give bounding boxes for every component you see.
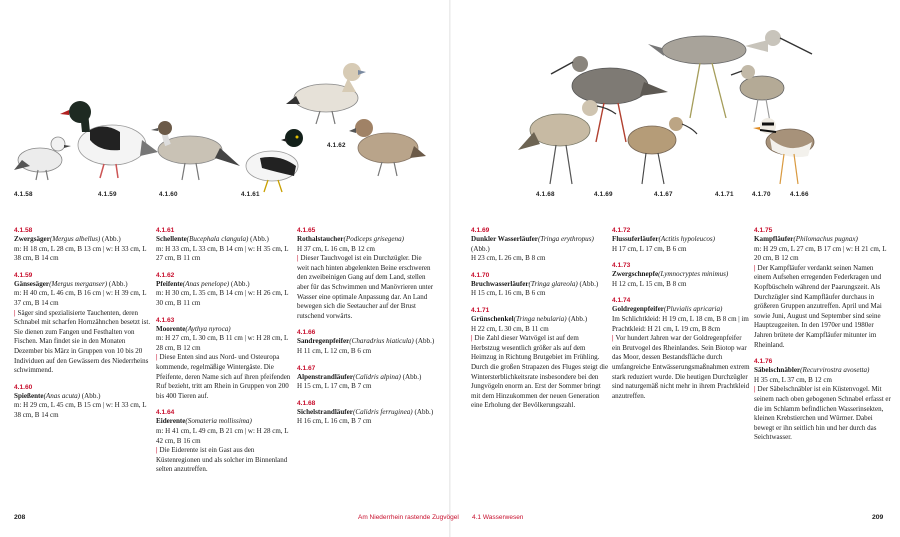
paragraph-marker: |: [156, 353, 158, 362]
entry-number: 4.1.75: [754, 227, 773, 234]
species-entry: [612, 261, 750, 289]
latin-name: (Somateria mollissima): [185, 417, 252, 426]
latin-name: (Calidris alpina): [352, 372, 401, 381]
measurements: H 22 cm, L 30 cm, B 11 cm: [471, 324, 549, 333]
figure-ref: (Abb.): [100, 235, 121, 243]
species-name-line: [297, 373, 435, 383]
text-column: [471, 226, 609, 418]
species-name-line: [612, 270, 750, 280]
measurements: m: H 41 cm, L 49 cm, B 21 cm | w: H 28 cm, L 42 cm, B 16 cm: [156, 426, 289, 445]
species-name-line: [612, 305, 750, 315]
bird-goldeneye-image: [246, 129, 303, 192]
figure-ref: (Abb.): [229, 279, 250, 288]
bird-smew-image: [14, 137, 71, 180]
species-name-line: [14, 280, 152, 290]
figure-label: 4.1.58: [14, 191, 33, 198]
species-name-line: [297, 337, 435, 347]
description: [156, 446, 294, 475]
entry-number: 4.1.73: [612, 262, 631, 270]
figure-ref: (Abb.): [412, 407, 434, 416]
species-entry: [156, 316, 294, 402]
latin-name: (Bucephala clangula): [186, 235, 249, 243]
bird-curlew-sandpiper-image: [518, 100, 616, 184]
latin-name: (Anas penelope): [182, 279, 230, 288]
species-entry: [297, 226, 435, 321]
measurements: H 12 cm, L 15 cm, B 8 cm: [612, 279, 687, 288]
text-column: [297, 226, 435, 434]
description: [14, 309, 152, 376]
measurements: H 16 cm, L 16 cm, B 7 cm: [297, 417, 372, 426]
figure-label: 4.1.60: [159, 191, 178, 198]
figure-ref: (Abb.): [577, 279, 599, 288]
latin-name: (Aythya nyroca): [185, 324, 231, 333]
species-entry: [612, 226, 750, 254]
species-name: Moorente: [156, 324, 186, 333]
bird-goosander-image: [60, 101, 158, 178]
species-name: Rothalstaucher: [297, 235, 344, 243]
figure-label: 4.1.67: [654, 191, 673, 198]
text-column: [612, 226, 750, 408]
entry-number: 4.1.69: [471, 227, 490, 234]
bird-greenshank-image: [648, 30, 812, 118]
species-entry: [471, 306, 609, 411]
species-name: Alpenstrandläufer: [297, 372, 353, 381]
measurements: H 15 cm, L 16 cm, B 6 cm: [471, 289, 546, 298]
entry-number: 4.1.67: [297, 364, 316, 372]
species-entry: [471, 226, 609, 264]
species-name-line: [471, 315, 609, 325]
latin-name: (Charadrius hiaticula): [349, 337, 414, 346]
figure-ref: (Abb.): [248, 235, 269, 243]
species-name-line: [471, 235, 609, 254]
latin-name: (Calidris ferruginea): [352, 407, 413, 416]
measurements: m: H 18 cm, L 28 cm, B 13 cm | w: H 33 cm, L 38 cm, B 14 cm: [14, 244, 147, 263]
species-name-line: [297, 235, 435, 245]
species-name-line: [754, 366, 892, 376]
measurements: H 11 cm, L 12 cm, B 6 cm: [297, 346, 372, 355]
paragraph-marker: |: [471, 334, 473, 343]
species-name: Kampfläufer: [754, 235, 794, 243]
description: [156, 353, 294, 401]
species-entry: [14, 226, 152, 264]
description-text: Vor hundert Jahren war der Goldregenpfeifer ein Brutvogel des Rheinlandes. Sein Biotop war das Moor, dessen Bestandsfläche durch umfangreiche Entwässerungsmaßnahmen extrem stark reduziert wurde. Die heutigen Durchzügler sind naturgemäß nicht mehr in ihrem Prachtkleid anzutreffen.: [612, 334, 750, 400]
paragraph-marker: |: [156, 446, 158, 455]
description-text: Der Kampfläufer verdankt seinen Namen einem Aufsehen erregenden Federkragen und Kopfbüscheln während der Paarungszeit. Als Durchzügler sind Kampfläufer durchaus in größeren Gruppen anzutreffen. April und Mai sowie Juni, August und September sind seine Hauptzugzeiten. In den 1970er und 1980er Jahren brütete der Kampfläufer mitunter im Rheinland.: [754, 263, 882, 349]
description: [612, 334, 750, 401]
entry-number: 4.1.74: [612, 297, 631, 305]
species-name-line: [14, 392, 152, 402]
species-entry: [14, 383, 152, 421]
figure-label: 4.1.69: [594, 191, 613, 198]
entry-number: 4.1.62: [156, 271, 175, 279]
latin-name: (Philomachus pugnax): [793, 235, 858, 243]
species-name: Flussuferläufer: [612, 235, 659, 243]
measurements: H 37 cm, L 16 cm, B 12 cm: [297, 244, 375, 253]
paragraph-marker: |: [612, 334, 614, 343]
species-name-line: [14, 235, 152, 245]
entry-number: 4.1.66: [297, 329, 316, 337]
species-name-line: [156, 280, 294, 290]
entry-number: 4.1.59: [14, 271, 33, 279]
species-name: Zwergschnepfe: [612, 270, 659, 279]
entry-number: 4.1.76: [754, 358, 773, 366]
entry-number: 4.1.63: [156, 316, 175, 324]
entry-number: 4.1.64: [156, 409, 175, 417]
entry-number: 4.1.72: [612, 227, 631, 234]
species-name-line: [156, 417, 294, 427]
paragraph-marker: |: [754, 263, 756, 272]
species-name-line: [471, 280, 609, 290]
latin-name: (Tringa nebularia): [513, 314, 567, 323]
measurements: Im Schlichtkleid: H 19 cm, L 18 cm, B 8 cm | im Prachtkleid: H 21 cm, L 19 cm, B 8cm: [612, 314, 749, 333]
latin-name: (Lymnocryptes minimus): [658, 270, 729, 279]
bird-pintail-image: [151, 121, 240, 180]
species-name: Grünschenkel: [471, 314, 514, 323]
page-number-left: 208: [14, 514, 26, 521]
latin-name: (Tringa erythropus): [537, 235, 594, 243]
paragraph-marker: |: [14, 308, 16, 317]
species-name: Schellente: [156, 235, 187, 243]
description-text: Der Säbelschnäbler ist ein Küstenvogel. Mit seinem nach oben gebogenen Schnabel erfasst er die im Schlamm befindlichen Wasserinsekten, kleinen Krebstierchen und Würmer. Dabei bewegt er ihn seitlich hin und her durch das Seichtwasser.: [754, 385, 891, 442]
species-entry: [156, 408, 294, 475]
species-name-line: [297, 408, 435, 418]
text-column: [14, 226, 152, 428]
species-name: Spießente: [14, 391, 44, 400]
page-number-right: 209: [872, 514, 884, 521]
species-name-line: [156, 325, 294, 335]
figure-label: 4.1.70: [752, 191, 771, 198]
figure-ref: (Abb.): [566, 314, 588, 323]
entry-number: 4.1.60: [14, 383, 33, 391]
species-entry: [297, 399, 435, 427]
species-name: Sandregenpfeifer: [297, 337, 350, 346]
text-column: [156, 226, 294, 482]
entry-number: 4.1.71: [471, 306, 490, 314]
figure-ref: (Abb.): [471, 244, 490, 253]
entry-number: 4.1.68: [297, 399, 316, 407]
species-name: Pfeifente: [156, 279, 183, 288]
latin-name: (Mergus merganser): [49, 279, 108, 288]
species-name-line: [754, 235, 892, 245]
measurements: H 17 cm, L 17 cm, B 6 cm: [612, 244, 687, 253]
species-name: Sichelstrandläufer: [297, 407, 353, 416]
entry-number: 4.1.70: [471, 271, 490, 279]
figure-label: 4.1.62: [327, 142, 346, 149]
description-text: Die Zahl dieser Watvögel ist auf dem Herbstzug wesentlich größer als auf dem Heimzug in Richtung Brutgebiet im Frühling. Durch die großen Strapazen des Fluges steigt die Wintersterblichkeitsrate insbesondere bei den Jungvögeln enorm an. Erst der Sommer bringt mit dem Hinzukommen der neuen Generation eine Erholung der Bevölkerungszahl.: [471, 334, 609, 410]
species-entry: [612, 296, 750, 401]
species-name: Eiderente: [156, 417, 186, 426]
figure-ref: (Abb.): [80, 391, 101, 400]
figure-ref: (Abb.): [107, 279, 128, 288]
paragraph-marker: |: [754, 385, 756, 394]
description: [754, 385, 892, 443]
species-entry: [297, 364, 435, 392]
measurements: m: H 27 cm, L 30 cm, B 11 cm | w: H 28 cm, L 28 cm, B 12 cm: [156, 334, 289, 352]
figure-label: 4.1.71: [715, 191, 734, 198]
species-name: Säbelschnäbler: [754, 366, 801, 375]
species-name: Zwergsäger: [14, 235, 50, 243]
species-name-line: [612, 235, 750, 245]
description-text: Diese Enten sind aus Nord- und Osteuropa kommende, regelmäßige Wintergäste. Die Pfeifente, deren Name sich auf ihren pfeifenden Ruf bezieht, tritt am Rhein in Gruppen von 200 bis 400 Tieren auf.: [156, 353, 291, 400]
bird-ferruginous-duck-image: [349, 119, 426, 176]
species-entry: [156, 226, 294, 264]
description-text: Dieser Tauchvogel ist ein Durchzügler. Die weit nach hinten abgelenkten Beine erschweren den zweibeinigen Gang auf dem Land, stellen aber für das Schwimmen und Manövrieren unter Wasser eine optimale Anpassung dar. An Land bewegen sich die Seetaucher auf der Brust rutschend vorwärts.: [297, 254, 434, 320]
latin-name: (Pluvialis apricaria): [663, 305, 723, 314]
measurements: m: H 30 cm, L 35 cm, B 14 cm | w: H 26 cm, L 30 cm, B 11 cm: [156, 289, 289, 307]
species-name: Goldregenpfeifer: [612, 305, 664, 314]
description: [297, 254, 435, 321]
species-name: Bruchwasserläufer: [471, 279, 529, 288]
measurements: m: H 29 cm, L 45 cm, B 15 cm | w: H 33 cm, L 38 cm, B 14 cm: [14, 401, 147, 419]
species-entry: [754, 357, 892, 443]
species-name: Dunkler Wasserläufer: [471, 235, 538, 243]
figure-label: 4.1.61: [241, 191, 260, 198]
entry-number: 4.1.65: [297, 227, 316, 234]
running-header-left: Am Niederrhein rastende Zugvögel: [358, 514, 459, 521]
measurements: m: H 33 cm, L 33 cm, B 14 cm | w: H 35 cm, L 27 cm, B 11 cm: [156, 244, 289, 263]
bird-wigeon-image: [286, 63, 366, 124]
figure-label: 4.1.66: [790, 191, 809, 198]
species-entry: [156, 271, 294, 309]
latin-name: (Mergus albellus): [49, 235, 101, 243]
latin-name: (Tringa glareola): [528, 279, 578, 288]
latin-name: (Recurvirostra avosetta): [800, 366, 870, 375]
bird-dunlin-image: [628, 117, 697, 184]
running-header-right: 4.1 Wasserwesen: [472, 514, 524, 521]
figure-label: 4.1.68: [536, 191, 555, 198]
species-name-line: [156, 235, 294, 245]
measurements: H 35 cm, L 37 cm, B 12 cm: [754, 375, 832, 384]
figure-ref: (Abb.): [400, 372, 422, 381]
bird-wood-sandpiper-image: [731, 65, 784, 122]
measurements: m: H 29 cm, L 27 cm, B 17 cm | w: H 21 cm, L 20 cm, B 12 cm: [754, 244, 887, 263]
species-entry: [14, 271, 152, 376]
description-text: Säger sind spezialisierte Tauchenten, deren Schnabel mit scharfen Hornzähnchen besetzt ist. Sie dienen zum Fangen und Festhalten von Fischen. Man findet sie in den Monaten Dezember bis März in Gruppen von 10 bis 20 Individuen auf den Gewässern des Niederrheins schwimmend.: [14, 308, 151, 375]
description: [471, 334, 609, 411]
measurements: H 15 cm, L 17 cm, B 7 cm: [297, 382, 372, 391]
species-name: Gänsesäger: [14, 279, 50, 288]
latin-name: (Anas acuta): [43, 391, 81, 400]
text-column: [754, 226, 892, 450]
measurements: H 23 cm, L 26 cm, B 8 cm: [471, 254, 546, 263]
latin-name: (Actitis hypoleucos): [658, 235, 716, 243]
latin-name: (Podiceps grisegena): [343, 235, 404, 243]
bird-ringed-plover-image: [753, 118, 814, 184]
paragraph-marker: |: [297, 254, 299, 263]
measurements: m: H 40 cm, L 46 cm, B 16 cm | w: H 39 cm, L 37 cm, B 14 cm: [14, 289, 147, 307]
description: [754, 264, 892, 350]
entry-number: 4.1.61: [156, 227, 175, 234]
bird-illustrations: [0, 0, 900, 200]
species-entry: [471, 271, 609, 299]
species-entry: [754, 226, 892, 350]
description-text: Die Eiderente ist ein Gast aus den Küstenregionen und als solcher im Binnenland selten anzutreffen.: [156, 446, 288, 474]
figure-label: 4.1.59: [98, 191, 117, 198]
figure-ref: (Abb.): [413, 337, 435, 346]
entry-number: 4.1.58: [14, 227, 33, 234]
species-entry: [297, 328, 435, 356]
